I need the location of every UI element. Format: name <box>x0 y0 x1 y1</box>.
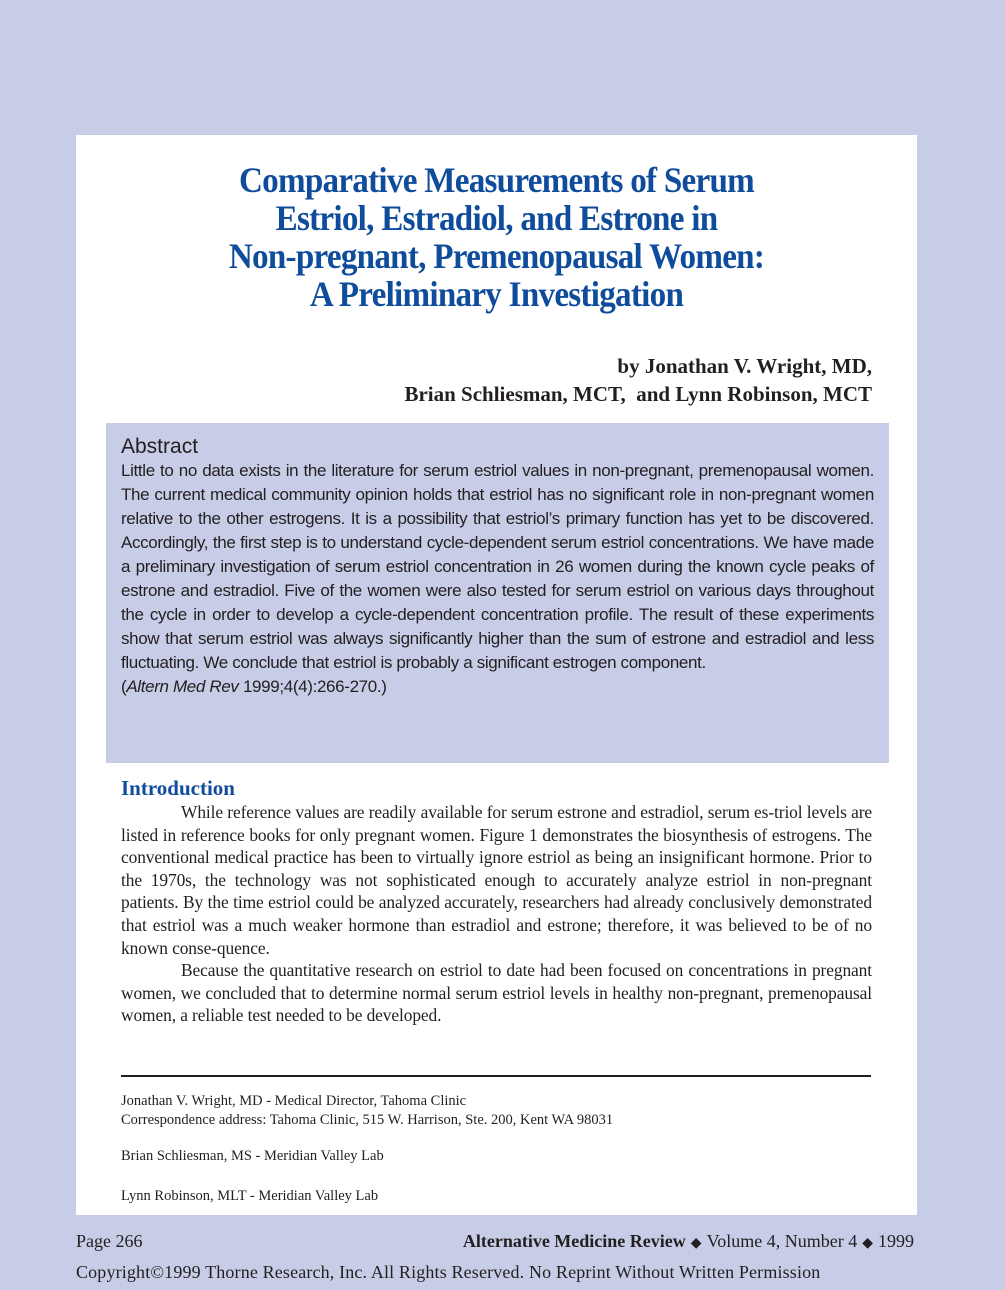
author-footnotes <box>121 1092 881 1206</box>
journal-info <box>463 1227 914 1258</box>
abstract-heading: Abstract <box>121 435 199 458</box>
title-line: A Preliminary Investigation <box>309 274 684 314</box>
authors-line: by Jonathan V. Wright, MD, <box>617 354 872 378</box>
page-footer <box>76 1227 914 1286</box>
introduction-paragraph: While reference values are readily available for serum estrone and estradiol, serum es-triol levels are listed in reference books for only pregnant women. Figure 1 demonstrates the biosynthesis of estrogens. The conventional medical practice has been to virtually ignore estriol as being an insignificant hormone. Prior to the 1970s, the technology was not sophisticated enough to accurately analyze estriol in non-pregnant patients. By the time estriol could be analyzed accurately, researchers had already conclusively demonstrated that estriol was a much weaker hormone than estradiol and estrone; therefore, it was believed to be of no known conse-quence. <box>121 802 872 958</box>
footnote-item: Correspondence address: Tahoma Clinic, 515 W. Harrison, Ste. 200, Kent WA 98031 <box>121 1112 614 1128</box>
article-authors <box>404 352 872 408</box>
article-title <box>110 161 884 313</box>
authors-line: Brian Schliesman, MCT, and Lynn Robinson, MCT <box>404 382 872 406</box>
title-line: Non-pregnant, Premenopausal Women: <box>228 236 765 276</box>
citation-open: ( <box>121 677 127 696</box>
introduction-heading: Introduction <box>121 776 235 800</box>
diamond-icon: ◆ <box>690 1236 702 1251</box>
title-line: Estriol, Estradiol, and Estrone in <box>275 198 718 238</box>
footnote-item: Lynn Robinson, MLT - Meridian Valley Lab <box>121 1188 379 1204</box>
abstract-body: Little to no data exists in the literature for serum estriol values in non-pregnant, premenopausal women. The current medical community opinion holds that estriol has no significant role in non-pregnant women relative to the other estrogens. It is a possibility that estriol’s primary function has yet to be discovered. Accordingly, the first step is to understand cycle-dependent serum estriol concentrations. We have made a preliminary investigation of serum estriol concentration in 26 women during the known cycle peaks of estrone and estradiol. Five of the women were also tested for serum estriol on various days throughout the cycle in order to develop a cycle-dependent concentration profile. The result of these experiments show that serum estriol was always significantly higher than the sum of estrone and estradiol and less fluctuating. We conclude that estriol is probably a significant estrogen component. <box>121 461 874 672</box>
footnote-item: Brian Schliesman, MS - Meridian Valley Lab <box>121 1148 384 1164</box>
article-page <box>76 135 917 1215</box>
abstract-citation <box>121 675 874 699</box>
footnote-divider <box>121 1075 871 1077</box>
copyright-notice: Copyright©1999 Thorne Research, Inc. All Rights Reserved. No Reprint Without Written Permission <box>76 1262 821 1282</box>
footnote-item: Jonathan V. Wright, MD - Medical Director, Tahoma Clinic <box>121 1093 467 1109</box>
journal-volume: Volume 4, Number 4 <box>706 1231 858 1251</box>
page-number: Page 266 <box>76 1231 143 1251</box>
citation-journal: Altern Med Rev <box>126 677 239 696</box>
citation-details: 1999;4(4):266-270.) <box>238 677 387 696</box>
diamond-icon: ◆ <box>862 1236 873 1251</box>
introduction-paragraph: Because the quantitative research on estriol to date had been focused on concentrations in pregnant women, we concluded that to determine normal serum estriol levels in healthy non-pregnant, premenopausal women, a reliable test needed to be developed. <box>121 960 872 1026</box>
journal-year: 1999 <box>878 1231 914 1251</box>
introduction-section <box>121 775 872 1027</box>
title-line: Comparative Measurements of Serum <box>238 160 755 200</box>
abstract-box <box>106 423 889 763</box>
journal-name: Alternative Medicine Review <box>462 1231 686 1251</box>
